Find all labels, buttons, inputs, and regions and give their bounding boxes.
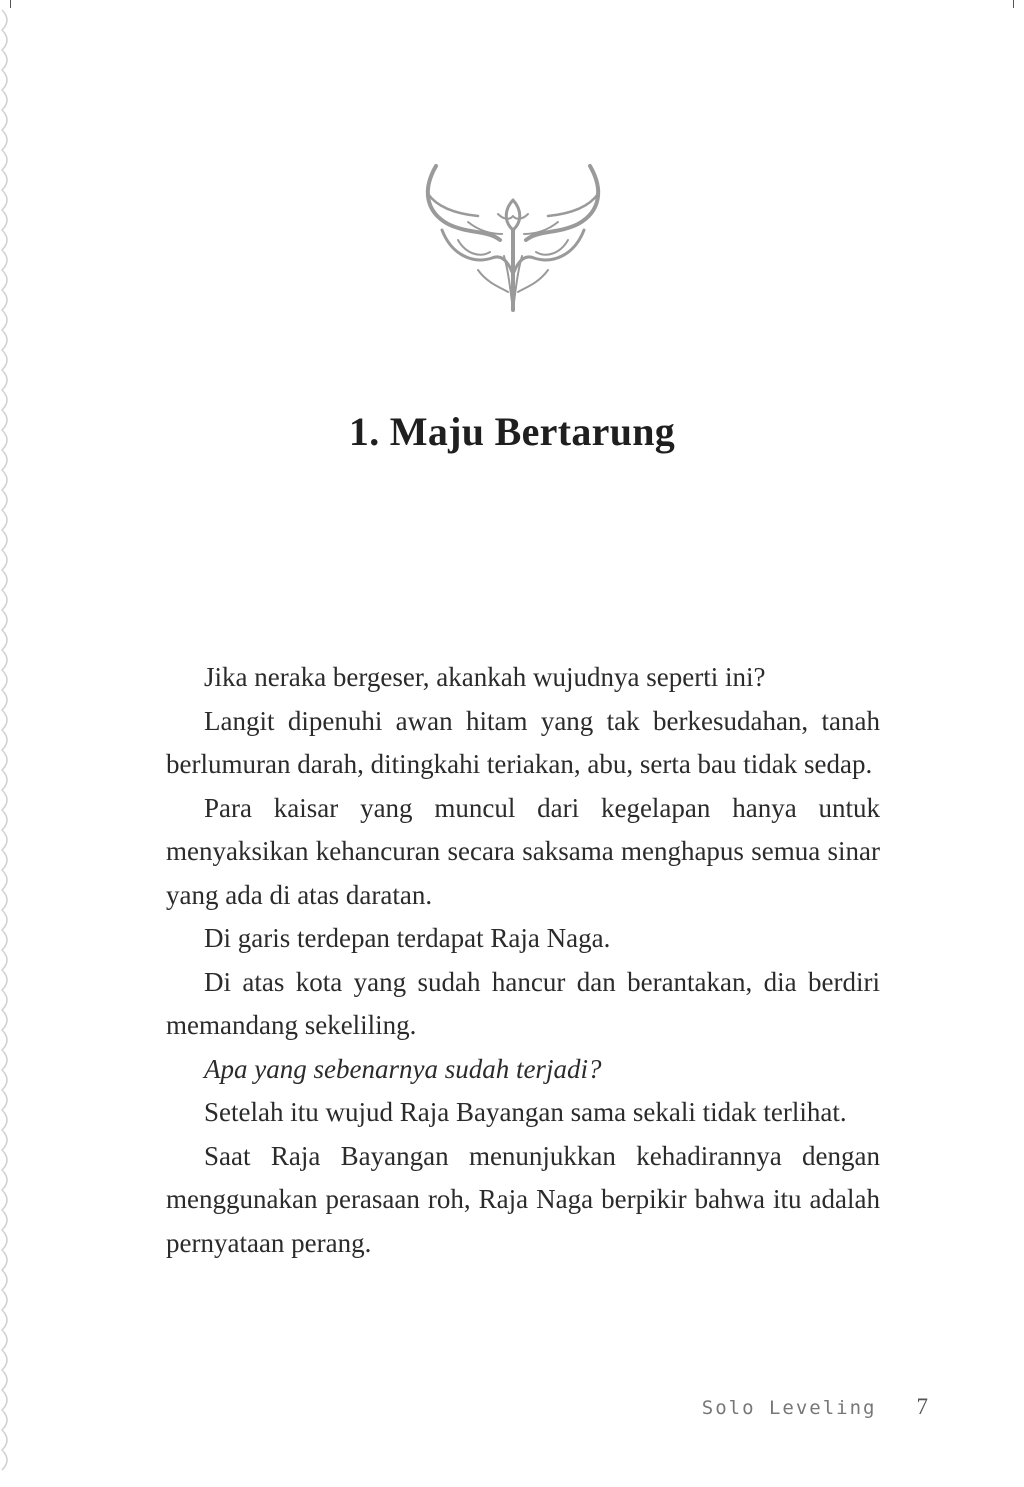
series-name: Solo Leveling <box>701 1397 877 1419</box>
paragraph-italic: Apa yang sebenarnya sudah terjadi? <box>204 1053 602 1084</box>
crop-mark-right <box>1013 0 1014 8</box>
crop-mark-left <box>10 0 11 8</box>
page-number: 7 <box>916 1394 928 1419</box>
paragraph: Langit dipenuhi awan hitam yang tak berkesudahan, tanah berlumuran darah, ditingkahi teriakan, abu, serta bau tidak sedap. <box>166 705 880 779</box>
page-edge-ornament <box>0 0 16 1487</box>
winged-tribal-emblem-icon <box>418 160 608 320</box>
paragraph: Setelah itu wujud Raja Bayangan sama sekali tidak terlihat. <box>204 1097 847 1127</box>
paragraph: Jika neraka bergeser, akankah wujudnya seperti ini? <box>204 662 766 692</box>
paragraph: Saat Raja Bayangan menunjukkan kehadirannya dengan menggunakan perasaan roh, Raja Naga berpikir bahwa itu adalah pernyataan perang. <box>166 1140 880 1258</box>
paragraph: Di atas kota yang sudah hancur dan berantakan, dia berdiri memandang sekeliling. <box>166 966 880 1040</box>
paragraph: Para kaisar yang muncul dari kegelapan hanya untuk menyaksikan kehancuran secara saksama menghapus semua sinar yang ada di atas daratan. <box>166 792 880 910</box>
chapter-title: 1. Maju Bertarung <box>348 409 676 454</box>
page-footer <box>702 1394 928 1420</box>
chapter-body <box>166 656 880 1265</box>
paragraph: Di garis terdepan terdapat Raja Naga. <box>204 923 611 953</box>
